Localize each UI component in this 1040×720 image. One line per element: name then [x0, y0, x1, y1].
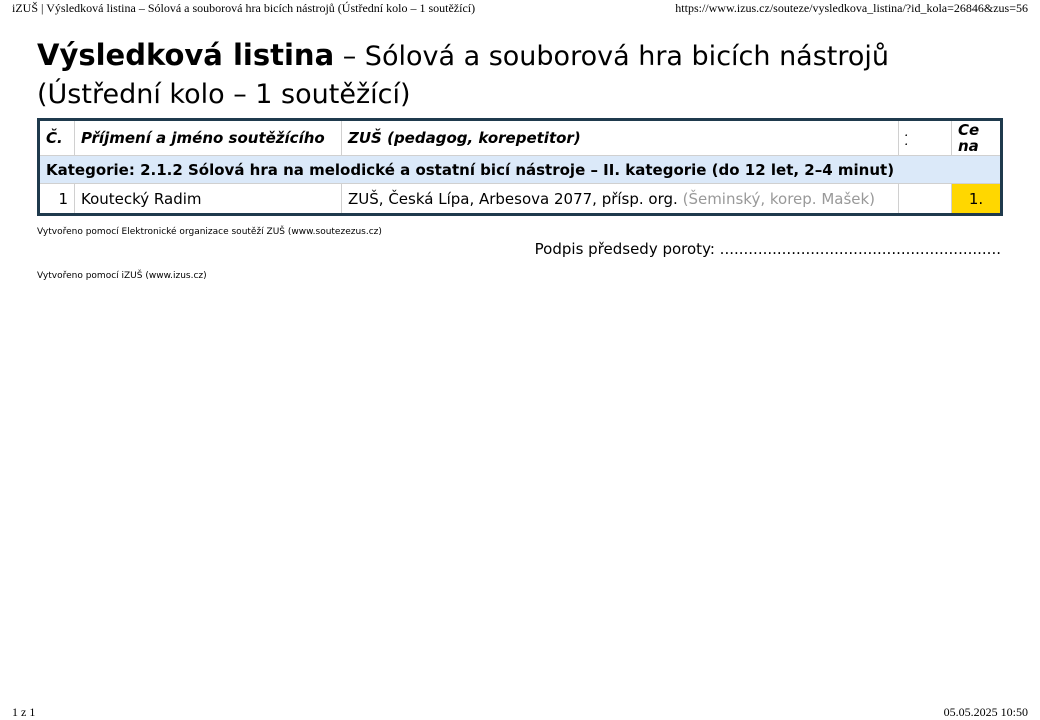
row-extra — [899, 184, 952, 215]
row-name: Koutecký Radim — [75, 184, 342, 215]
print-datetime: 05.05.2025 10:50 — [943, 705, 1028, 719]
row-school: ZUŠ, Česká Lípa, Arbesova 2077, přísp. org. — [348, 189, 678, 208]
header-dots: . . — [899, 120, 952, 156]
page-title-strong: Výsledková listina — [37, 38, 335, 72]
category-label: Kategorie: 2.1.2 Sólová hra na melodické a ostatní bicí nástroje – II. kategorie (do 12 let, 2–4 minut) — [39, 156, 1002, 184]
note-izus: Vytvořeno pomocí iZUŠ (www.izus.cz) — [37, 271, 207, 281]
header-prize: Ce na — [952, 120, 1002, 156]
row-school-cell — [342, 184, 899, 215]
print-footer — [12, 705, 1028, 720]
print-header — [12, 1, 1028, 16]
row-prize: 1. — [952, 184, 1002, 215]
page-title-subtitle: – Sólová a souborová hra bicích nástrojů (Ústřední kolo – 1 soutěžící) — [37, 41, 890, 110]
print-header-url: https://www.izus.cz/souteze/vysledkova_listina/?id_kola=26846&zus=56 — [675, 1, 1028, 15]
table-row — [39, 184, 1002, 215]
header-school: ZUŠ (pedagog, korepetitor) — [342, 120, 899, 156]
page-title — [37, 36, 1003, 114]
print-header-title: iZUŠ | Výsledková listina – Sólová a souborová hra bicích nástrojů (Ústřední kolo – 1 soutěžící) — [12, 1, 476, 15]
results-table — [37, 118, 1003, 216]
jury-signature-line: Podpis předsedy poroty: ........................................................... — [534, 240, 1001, 258]
results-document — [37, 36, 1003, 281]
page-count: 1 z 1 — [12, 705, 36, 719]
results-table-header — [39, 120, 1002, 156]
row-teachers: (Šeminský, korep. Mašek) — [682, 189, 876, 208]
note-elektronicke-organizace: Vytvořeno pomocí Elektronické organizace soutěží ZUŠ (www.soutezezus.cz) — [37, 227, 382, 237]
category-row — [39, 156, 1002, 184]
header-name: Příjmení a jméno soutěžícího — [75, 120, 342, 156]
row-number: 1 — [39, 184, 75, 215]
header-number: Č. — [39, 120, 75, 156]
